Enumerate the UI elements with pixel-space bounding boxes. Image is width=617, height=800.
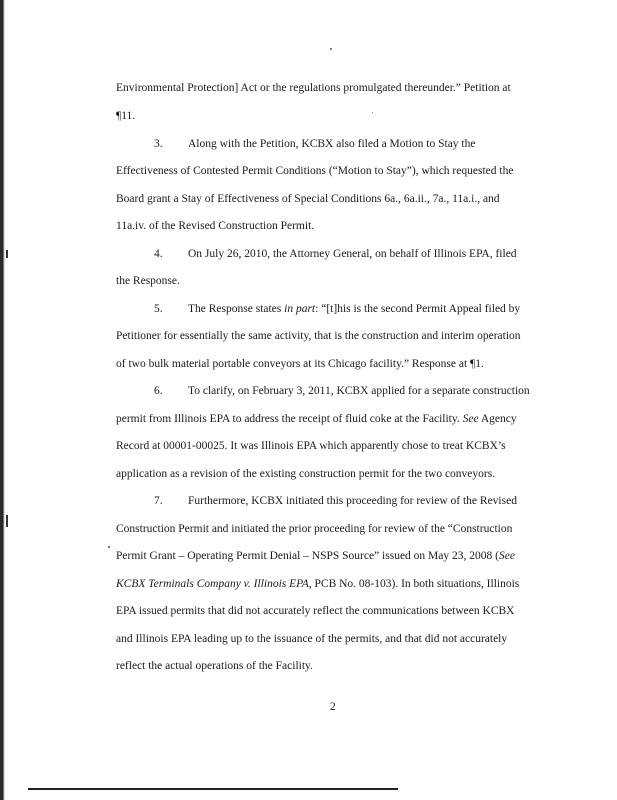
text-line: and Illinois EPA leading up to the issuance of the permits, and that did not accurately [116, 633, 508, 645]
text-line: Construction Permit and initiated the prior proceeding for review of the “Construction [116, 523, 513, 535]
paragraph-number: 4. [154, 248, 163, 260]
text-line: Record at 00001-00025. It was Illinois EPA which apparently chose to treat KCBX’s [116, 440, 506, 452]
text-line [116, 412, 517, 426]
scan-artifact [6, 515, 8, 527]
text-line: the Response. [116, 275, 180, 287]
paragraph-number: 6. [154, 385, 163, 397]
page-number: 2 [330, 701, 336, 713]
text-line: Board grant a Stay of Effectiveness of Special Conditions 6a., 6a.ii., 7a., 11a.i., and [116, 193, 500, 205]
scan-speck [108, 546, 110, 548]
text-line: ¶11. [116, 110, 136, 122]
case-name-italic: KCBX Terminals Company v. Illinois EPA [116, 578, 309, 590]
text-run-italic: in part [284, 303, 316, 315]
text-line: Petitioner for essentially the same activity, that is the construction and interim operation [116, 330, 521, 342]
text-run: , PCB No. 08-103). In both situations, Illinois [308, 578, 520, 590]
text-run: Agency [478, 413, 517, 425]
text-line: Environmental Protection] Act or the regulations promulgated thereunder.” Petition at [116, 82, 511, 94]
text-run-italic: See [498, 550, 515, 562]
scan-bottom-rule [28, 788, 398, 790]
text-line: reflect the actual operations of the Facility. [116, 660, 313, 672]
paragraph-number: 5. [154, 303, 163, 315]
text-line: 11a.iv. of the Revised Construction Permit. [116, 220, 315, 232]
text-line [116, 549, 515, 563]
text-line [116, 577, 519, 591]
text-line: of two bulk material portable conveyors at its Chicago facility.” Response at ¶1. [116, 358, 484, 370]
text-line [188, 302, 520, 316]
text-run: : “[t]his is the second Permit Appeal filed by [315, 303, 521, 315]
text-run: Permit Grant – Operating Permit Denial – NSPS Source” issued on May 23, 2008 ( [116, 550, 499, 562]
text-line: Along with the Petition, KCBX also filed a Motion to Stay the [188, 138, 476, 150]
text-line: application as a revision of the existing construction permit for the two conveyors. [116, 468, 496, 480]
scan-artifact [6, 250, 8, 258]
text-line: To clarify, on February 3, 2011, KCBX applied for a separate construction [188, 385, 530, 397]
scan-speck [330, 48, 332, 50]
scan-left-edge [0, 0, 5, 800]
paragraph-number: 7. [154, 495, 163, 507]
text-line: EPA issued permits that did not accurately reflect the communications between KCBX [116, 605, 515, 617]
text-line: On July 26, 2010, the Attorney General, on behalf of Illinois EPA, filed [188, 248, 517, 260]
text-run: permit from Illinois EPA to address the receipt of fluid coke at the Facility. [116, 413, 463, 425]
scan-speck [372, 112, 373, 113]
text-line: Furthermore, KCBX initiated this proceeding for review of the Revised [188, 495, 517, 507]
text-run: The Response states [188, 303, 285, 315]
text-run-italic: See [462, 413, 479, 425]
text-line: Effectiveness of Contested Permit Conditions (“Motion to Stay”), which requested the [116, 165, 514, 177]
paragraph-number: 3. [154, 138, 163, 150]
